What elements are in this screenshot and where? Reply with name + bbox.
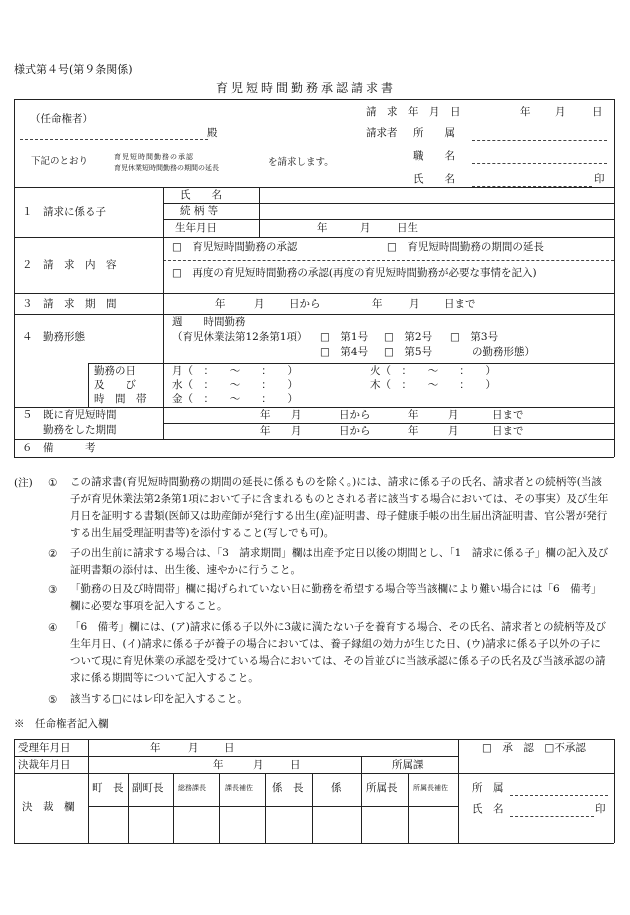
stamp-mayor: 町 長 [92,782,124,794]
notes-lead: (注) [14,477,33,489]
stamp-department-head: 所属長 [366,782,398,794]
content-row-label: ２ 請 求 内 容 [22,259,117,271]
note-3-num: ③ [48,584,58,596]
past-row-label-1: ５ 既に育児短時間 [22,409,117,421]
period-to-month: 月 [409,298,420,310]
work-row-label: ４ 勤務形態 [22,331,85,343]
past-1-month-to: 月 [448,409,459,421]
note-4: 「6 備考」欄には、(ア)請求に係る子以外に3歳に満たない子を養育する場合、その氏名、請求者との続柄等及び生年月日、(イ)請求に係る子が養子の場合においては、養子縁組の効力が生じた日、(ウ)請求に係る子以外の子について現に育児休業の承認を受けている場合においては、その旨並びに当該承認に係る子の氏名及び当該承認の請求に係る期間等について記入すること。 [70,621,607,684]
decided-day: 日 [290,759,301,771]
requester-label: 請求者 [366,127,398,139]
form-number: 様式第４号(第９条関係) [14,63,133,76]
note-5: 該当する□にはレ印を記入すること。 [70,693,248,705]
intro-prefix: 下記のとおり [31,156,89,167]
request-date-label: 請 求 年 月 日 [366,106,461,118]
note-2-num: ② [48,548,58,560]
law-reference: （育児休業法第12条第1項） [172,331,308,343]
work-type-4[interactable]: □ 第4号 [320,346,369,358]
past-1-year: 年 [260,409,271,421]
authority-name-field[interactable] [20,139,208,140]
past-2-to: 日まで [492,425,524,437]
child-name-label: 氏 名 [180,189,222,201]
child-row-label: １ 請求に係る子 [22,206,106,218]
name-field[interactable] [472,186,592,187]
tuesday-hours[interactable]: 火（ ： ～ ： ） [370,365,496,377]
admin-affiliation-field[interactable] [510,795,608,796]
date-year: 年 [520,106,531,118]
name-label: 氏 名 [413,173,455,185]
decided-year: 年 [213,759,224,771]
position-field[interactable] [472,163,607,164]
days-label-2: 及 び [94,379,136,391]
period-to: 日まで [444,298,476,310]
received-month: 月 [188,742,199,754]
past-2-year-to: 年 [408,425,419,437]
birth-year: 年 [317,222,328,234]
work-type-5[interactable]: □ 第5号 [384,346,433,358]
past-1-to: 日まで [492,409,524,421]
decided-month: 月 [253,759,264,771]
honorific: 殿 [207,127,218,139]
seal-mark: 印 [594,173,605,185]
note-1-num: ① [48,477,58,489]
note-3: 「勤務の日及び時間帯」欄に掲げられていない日に勤務を希望する場合等当該欄により難い場合には「6 備考」欄に必要な事項を記入すること。 [70,583,602,612]
work-type-3[interactable]: □ 第3号 [450,331,499,343]
thursday-hours[interactable]: 木（ ： ～ ： ） [370,379,496,391]
past-2-month: 月 [291,425,302,437]
period-row-label: ３ 請 求 期 間 [22,298,117,310]
stamp-deputy-mayor: 副町長 [132,782,164,794]
section-label: 所属課 [392,759,424,771]
past-row-label-2: 勤務をした期間 [22,424,117,436]
stamp-general-affairs: 総務課長 [178,784,206,792]
intro-suffix: を請求します。 [268,157,334,168]
work-type-2[interactable]: □ 第2号 [384,331,433,343]
period-from-year: 年 [215,298,226,310]
stamp-assistant-chief: 課長補佐 [225,784,253,792]
admin-seal-mark: 印 [595,803,606,815]
note-2: 子の出生前に請求する場合は、「3 請求期間」欄は出産予定日以後の期間とし、「1 請求に係る子」欄の記入及び証明書類の添付は、出生後、速やかに行うこと。 [70,547,609,576]
note-5-num: ⑤ [48,694,58,706]
date-month: 月 [555,106,566,118]
weekly-hours: 週 時間勤務 [172,316,246,328]
days-label-3: 時 間 帯 [94,393,147,405]
received-year: 年 [150,742,161,754]
admin-heading: ※ 任命権者記入欄 [14,718,109,730]
affiliation-field[interactable] [472,140,607,141]
remarks-row-label: ６ 備 考 [22,442,96,454]
note-1: この請求書(育児短時間勤務の期間の延長に係るものを除く。)には、請求に係る子の氏名、請求者との続柄等(当該子が育児休業法第2条第1項において子に含まれるものとされる者に該当する場合においては、その事実）及び生年月日を証明する書類(医師又は助産師が発行する出生(産)証明書、母子健康手帳の出生届出済証明書、官公署が発行する出生届受理証明書等)を添付すること(写しでも可)。 [70,476,609,539]
authority-label: （任命権者） [30,113,93,125]
past-1-month: 月 [291,409,302,421]
form-title: 育児短時間勤務承認請求書 [216,81,397,95]
decided-date-label: 決裁年月日 [18,759,71,771]
approval-column-label: 決 裁 欄 [22,801,75,813]
stamp-section-head: 係 長 [272,782,304,794]
work-type-suffix: の勤務形態） [472,346,535,358]
content-option-approval[interactable]: □ 育児短時間勤務の承認 [172,241,298,253]
work-type-1[interactable]: □ 第1号 [320,331,369,343]
past-1-from: 日から [339,409,371,421]
note-4-num: ④ [48,622,58,634]
days-label-1: 勤務の日 [94,365,136,377]
past-2-year: 年 [260,425,271,437]
period-to-year: 年 [372,298,383,310]
content-option-again[interactable]: □ 再度の育児短時間勤務の承認(再度の育児短時間勤務が必要な事情を記入) [172,267,537,279]
stamp-staff: 係 [331,782,342,794]
past-1-year-to: 年 [408,409,419,421]
child-birth-label: 生年月日 [175,222,217,234]
stamp-department-assistant: 所属長補佐 [413,784,448,792]
intro-option-approval: 育児短時間勤務の承認 [114,153,194,161]
birth-day: 日生 [397,222,418,234]
past-2-month-to: 月 [448,425,459,437]
period-from-month: 月 [254,298,265,310]
child-relation-label: 続 柄 等 [180,205,219,217]
friday-hours[interactable]: 金（ ： ～ ： ） [172,393,298,405]
past-2-from: 日から [339,425,371,437]
intro-option-extension: 育児休業短時間勤務の期間の延長 [114,164,219,172]
content-option-extension[interactable]: □ 育児短時間勤務の期間の延長 [387,241,544,253]
period-from: 日から [289,298,321,310]
affiliation-label: 所 属 [413,127,455,139]
birth-month: 月 [360,222,371,234]
received-day: 日 [224,742,235,754]
date-day: 日 [592,106,603,118]
received-date-label: 受理年月日 [18,742,71,754]
position-label: 職 名 [413,150,455,162]
admin-name-field[interactable] [510,816,594,817]
admin-name-label: 氏 名 [472,803,504,815]
admin-affiliation-label: 所 属 [472,782,504,794]
monday-hours[interactable]: 月（ ： ～ ： ） [172,365,298,377]
approval-checkboxes[interactable]: □ 承 認 □不承認 [482,742,586,754]
wednesday-hours[interactable]: 水（ ： ～ ： ） [172,379,298,391]
